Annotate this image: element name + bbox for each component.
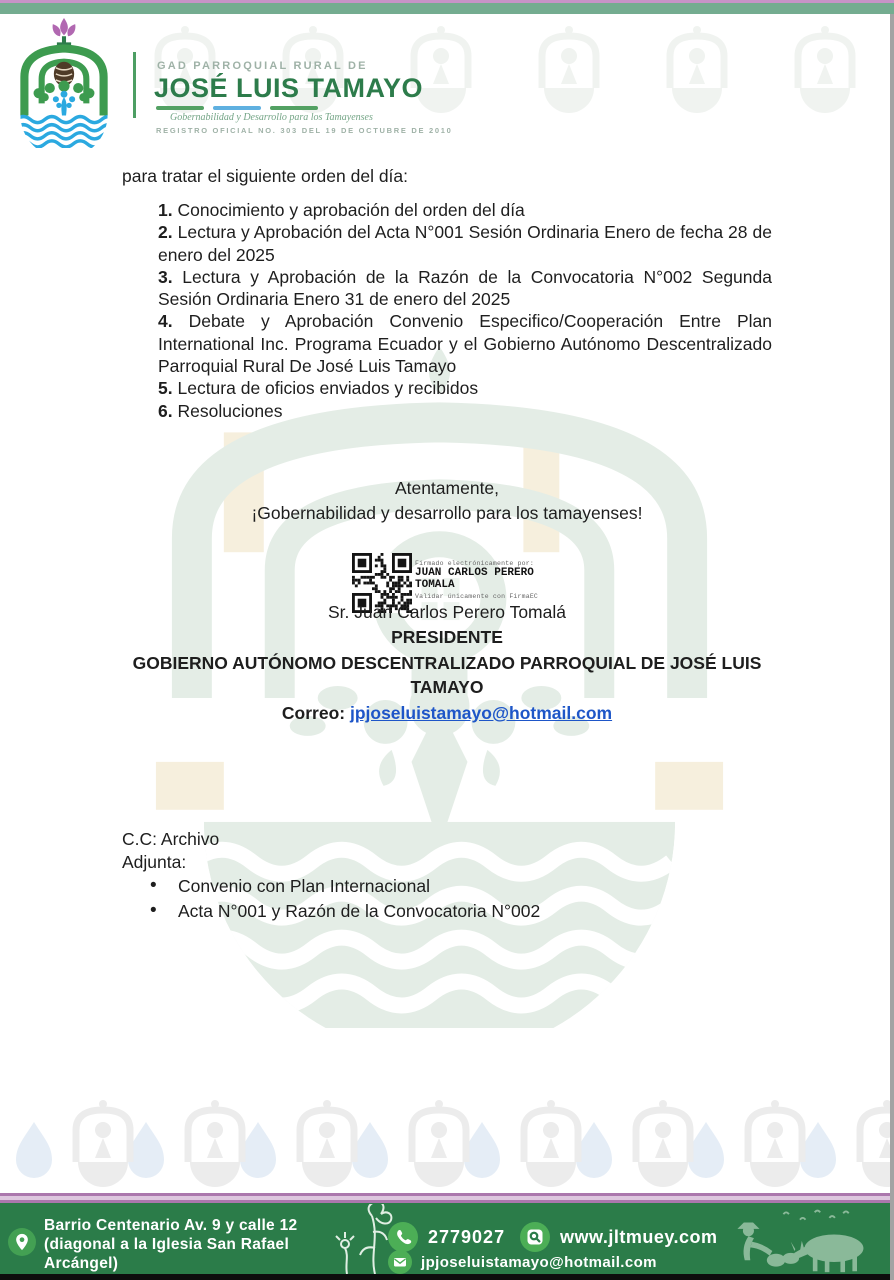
signer-organization: GOBIERNO AUTÓNOMO DESCENTRALIZADO PARROQUIAL DE JOSÉ LUIS TAMAYO [132,653,762,697]
watermark-band-bottom [0,1092,894,1197]
registro-oficial-line: REGISTRO OFICIAL NO. 303 DEL 19 DE OCTUBRE DE 2010 [156,126,453,135]
parish-logo [8,16,120,148]
bottom-black-bar [0,1274,894,1280]
footer-website: www.jltmuey.com [560,1227,718,1247]
closing-line: Atentamente, [394,478,500,498]
waves-icon [16,117,116,147]
agenda-item-6: 6. Resoluciones [158,400,283,421]
org-name: JOSÉ LUIS TAMAYO [154,73,424,103]
agenda-item-5: 5. Lectura de oficios enviados y recibidos [158,378,479,399]
mail-icon [388,1250,412,1274]
attachments-label: Adjunta: [122,852,187,872]
intro-line: para tratar el siguiente orden del día: [122,166,409,186]
footer-phone: 2779027 [428,1227,506,1247]
agenda-list [158,199,772,422]
stamp-line-1: Firmado electrónicamente por: [415,560,534,567]
phone-icon [388,1222,418,1252]
stamp-signer-name: JUAN CARLOS PERERO TOMALA [415,567,534,591]
org-tagline: Gobernabilidad y Desarrollo para los Tamayenses [170,112,373,123]
agenda-item-4: 4. Debate y Aprobación Convenio Especifico/Cooperación Entre Plan International Inc. Programa Ecuador y el Gobierno Autónomo Descentralizado Parroquial Rural De José Luis Tamayo [158,311,772,377]
agenda-item-1: 1. Conocimiento y aprobación del orden del día [158,200,525,220]
agenda-item-2: 2. Lectura y Aprobación del Acta N°001 Sesión Ordinaria Enero de fecha 28 de enero del 2025 [158,222,772,265]
attachment-item-2: • Acta N°001 y Razón de la Convocatoria N°002 [150,899,540,924]
contact-email-line [62,703,832,724]
website-icon [520,1222,550,1252]
signer-name: Sr. Juan Carlos Perero Tomalá [328,602,566,622]
signer-title: PRESIDENTE [391,627,503,647]
email-label: Correo: [281,703,346,723]
brand-underline [156,106,318,110]
top-green-bar [0,3,894,14]
footer-address: Barrio Centenario Av. 9 y calle 12 (diagonal a la Iglesia San Rafael Arcángel) [44,1217,298,1272]
stamp-line-3: Validar únicamente con FirmaEC [415,593,539,600]
scan-edge-line [890,0,894,1280]
attachment-item-1: • Convenio con Plan Internacional [150,874,540,899]
agenda-item-3: 3. Lectura y Aprobación de la Razón de la Convocatoria N°002 Segunda Sesión Ordinaria Enero 31 de enero del 2025 [158,266,772,310]
header-divider [133,52,136,118]
lotus-icon [53,18,76,36]
footer-email: jpjoseluistamayo@hotmail.com [421,1254,657,1271]
cc-line: C.C: Archivo [122,829,220,849]
location-pin-icon [8,1228,36,1256]
email-link[interactable]: jpjoseluistamayo@hotmail.com [349,703,613,723]
org-type-label: GAD PARROQUIAL RURAL DE [157,60,368,72]
attachments-list [150,874,540,923]
farmer-and-donkey-illustration [688,1205,888,1274]
footer-purple-stripe [0,1193,894,1203]
slogan-line: ¡Gobernabilidad y desarrollo para los tamayenses! [251,503,643,523]
